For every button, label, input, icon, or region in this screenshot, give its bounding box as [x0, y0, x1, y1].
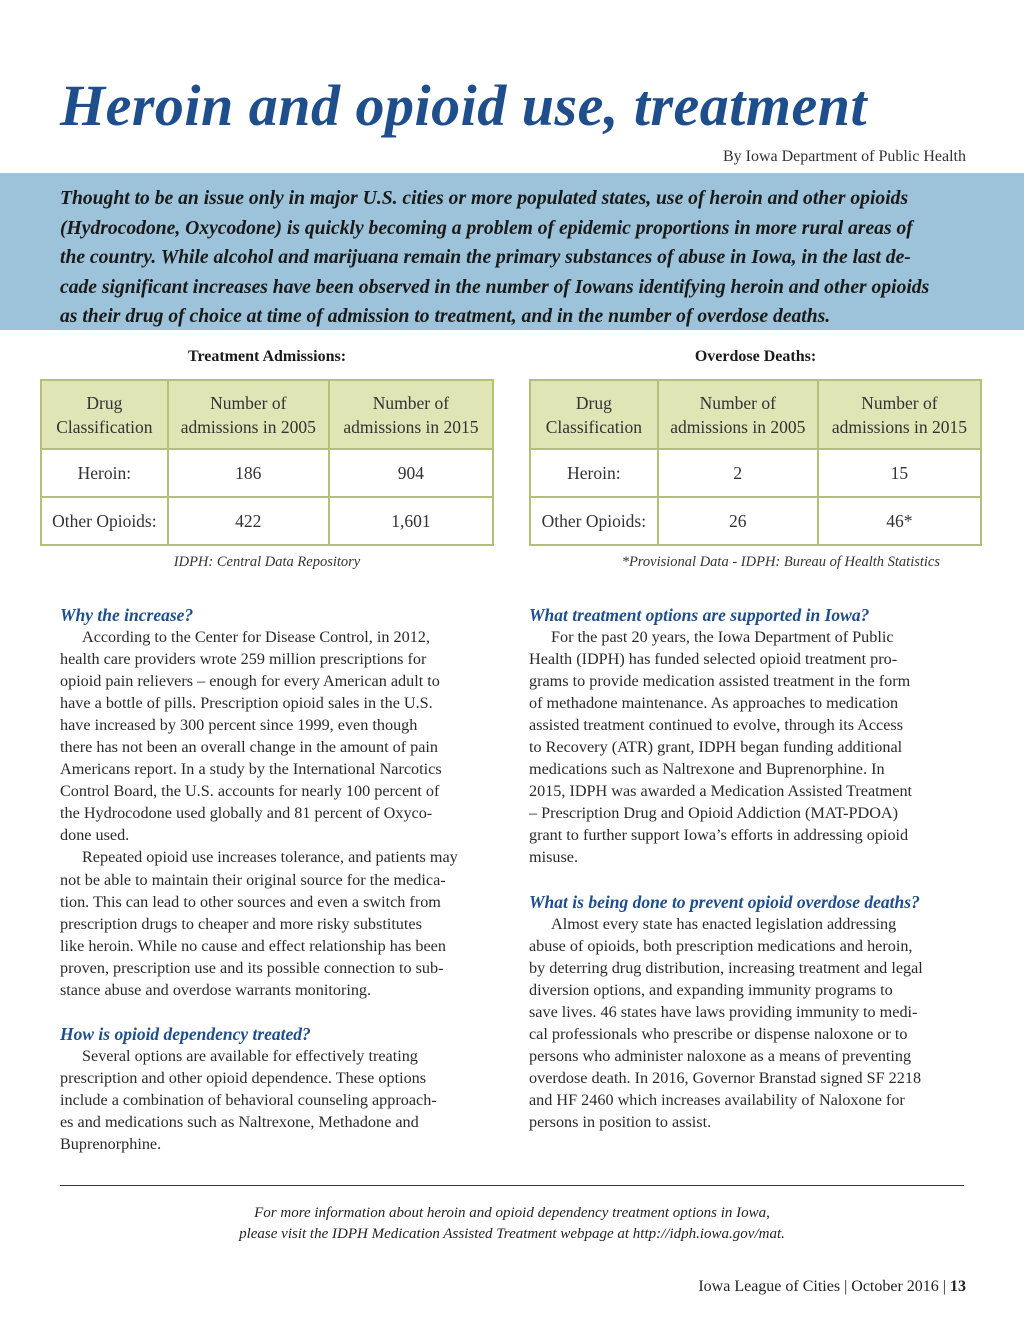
text-line: According to the Center for Disease Control, in 2012, [82, 628, 430, 646]
publication-name: Iowa League of Cities [698, 1278, 841, 1295]
deaths-source: *Provisional Data - IDPH: Bureau of Health Statistics [621, 554, 940, 570]
text-line: Americans report. In a study by the International Narcotics [60, 760, 442, 779]
byline: By Iowa Department of Public Health [722, 148, 966, 165]
text-line: – Prescription Drug and Opioid Addiction (MAT-PDOA) [529, 804, 898, 823]
text-line: misuse. [529, 848, 579, 867]
text-line: cal professionals who prescribe or dispense naloxone or to [529, 1024, 908, 1043]
intro-callout [0, 173, 1024, 330]
text-line: grant to further support Iowa’s efforts in addressing opioid [529, 826, 909, 845]
header-cell: Drug Classification [530, 380, 658, 449]
text-line: Buprenorphine. [60, 1134, 162, 1153]
text-line: include a combination of behavioral counseling approach- [60, 1090, 437, 1109]
footer-divider [60, 1185, 964, 1186]
table-cell: Heroin: [530, 449, 658, 497]
deaths-table [529, 379, 982, 546]
intro-line: (Hydrocodone, Oxycodone) is quickly becoming a problem of epidemic proportions in more rural areas of [60, 217, 913, 239]
text-line: stance abuse and overdose warrants monitoring. [60, 980, 372, 999]
table-cell: Other Opioids: [41, 497, 168, 545]
text-line: prescription and other opioid dependence. These options [60, 1068, 427, 1087]
text-line: the Hydrocodone used globally and 81 percent of Oxyco- [60, 804, 433, 823]
text-line: 2015, IDPH was awarded a Medication Assisted Treatment [529, 782, 913, 801]
table-cell: Other Opioids: [530, 497, 658, 545]
table-row [530, 497, 981, 545]
text-line: persons in position to assist. [529, 1112, 712, 1131]
table-cell: 1,601 [329, 497, 493, 545]
text-line: done used. [60, 826, 130, 845]
deaths-caption: Overdose Deaths: [694, 348, 817, 365]
header-cell: Number of admissions in 2005 [658, 380, 818, 449]
text-line: Several options are available for effectively treating [82, 1046, 418, 1065]
text-line: diversion options, and expanding immunity programs to [529, 980, 893, 999]
intro-line: as their drug of choice at time of admission to treatment, and in the number of overdose deaths. [60, 306, 831, 327]
table-cell: 186 [168, 449, 329, 497]
text-line: of methadone maintenance. As approaches to medication [529, 694, 899, 713]
footer-note-line: please visit the IDPH Medication Assisted Treatment webpage at http://idph.iowa.gov/mat. [239, 1226, 785, 1242]
footer-note-line: For more information about heroin and opioid dependency treatment options in Iowa, [254, 1205, 770, 1221]
header-cell: Drug Classification [41, 380, 168, 449]
text-line: there has not been an overall change in the amount of pain [60, 738, 439, 757]
text-line: not be able to maintain their original source for the medica- [60, 870, 446, 889]
text-line: persons who administer naloxone as a means of preventing [529, 1046, 912, 1065]
text-line: grams to provide medication assisted treatment in the form [529, 672, 911, 691]
intro-line: cade significant increases have been observed in the number of Iowans identifying heroin and other opioids [60, 276, 930, 298]
text-line: to Recovery (ATR) grant, IDPH began funding additional [529, 738, 903, 757]
footer-note [60, 1203, 964, 1245]
text-line: Repeated opioid use increases tolerance, and patients may [82, 848, 458, 867]
admissions-caption: Treatment Admissions: [187, 348, 347, 365]
table-cell: 26 [658, 497, 818, 545]
text-line: Control Board, the U.S. accounts for nearly 100 percent of [60, 782, 440, 801]
header-cell: Number of admissions in 2015 [818, 380, 981, 449]
right-column [529, 604, 969, 1133]
section-heading: Why the increase? [60, 605, 194, 625]
paragraph [529, 913, 969, 1133]
table-header-row [41, 380, 493, 449]
text-line: medications such as Naltrexone and Buprenorphine. In [529, 760, 885, 779]
section-heading: How is opioid dependency treated? [60, 1023, 311, 1044]
intro-line: Thought to be an issue only in major U.S. cities or more populated states, use of heroin and other opioids [60, 188, 909, 209]
paragraph [60, 846, 500, 1000]
table-row [530, 449, 981, 497]
paragraph [60, 1045, 500, 1155]
text-line: es and medications such as Naltrexone, Methadone and [60, 1112, 419, 1131]
table-row [41, 497, 493, 545]
admissions-source: IDPH: Central Data Repository [173, 554, 361, 570]
table-cell: 422 [168, 497, 329, 545]
page-footer [698, 1278, 966, 1296]
header-cell: Number of admissions in 2015 [329, 380, 493, 449]
admissions-table [40, 379, 494, 546]
text-line: Health (IDPH) has funded selected opioid treatment pro- [529, 650, 898, 669]
text-line: assisted treatment continued to evolve, through its Access [529, 716, 904, 735]
section-heading: What is being done to prevent opioid overdose deaths? [529, 891, 920, 912]
text-line: For the past 20 years, the Iowa Department of Public [551, 628, 894, 646]
text-line: and HF 2460 which increases availability of Naloxone for [529, 1090, 905, 1109]
footer-separator: | [942, 1278, 946, 1295]
table-cell: 46* [818, 497, 981, 545]
text-line: Almost every state has enacted legislation addressing [551, 914, 897, 933]
text-line: have a bottle of pills. Prescription opioid sales in the U.S. [60, 694, 433, 713]
text-line: tion. This can lead to other sources and even a switch from [60, 892, 441, 911]
paragraph [60, 626, 500, 846]
table-cell: 15 [818, 449, 981, 497]
header-cell: Number of admissions in 2005 [168, 380, 329, 449]
intro-line: the country. While alcohol and marijuana remain the primary substances of abuse in Iowa, in the last de- [60, 247, 911, 268]
page-number: 13 [950, 1278, 966, 1295]
article-title: Heroin and opioid use, treatment [60, 73, 868, 138]
text-line: like heroin. While no cause and effect relationship has been [60, 936, 446, 955]
table-header-row [530, 380, 981, 449]
table-cell: Heroin: [41, 449, 168, 497]
table-cell: 904 [329, 449, 493, 497]
footer-separator: | [844, 1278, 848, 1295]
left-column [60, 604, 500, 1155]
issue-date: October 2016 [851, 1278, 939, 1295]
table-cell: 2 [658, 449, 818, 497]
text-line: prescription drugs to cheaper and more risky substitutes [60, 914, 422, 933]
text-line: abuse of opioids, both prescription medications and heroin, [529, 936, 913, 955]
text-line: health care providers wrote 259 million prescriptions for [60, 650, 427, 669]
text-line: proven, prescription use and its possible connection to sub- [60, 958, 444, 977]
table-row [41, 449, 493, 497]
text-line: by deterring drug distribution, increasing treatment and legal [529, 958, 923, 977]
text-line: opioid pain relievers – enough for every American adult to [60, 672, 440, 691]
section-heading: What treatment options are supported in Iowa? [529, 605, 870, 625]
text-line: save lives. 46 states have laws providing immunity to medi- [529, 1002, 918, 1021]
text-line: overdose death. In 2016, Governor Branstad signed SF 2218 [529, 1068, 922, 1087]
paragraph [529, 626, 969, 869]
text-line: have increased by 300 percent since 1999, even though [60, 716, 418, 735]
